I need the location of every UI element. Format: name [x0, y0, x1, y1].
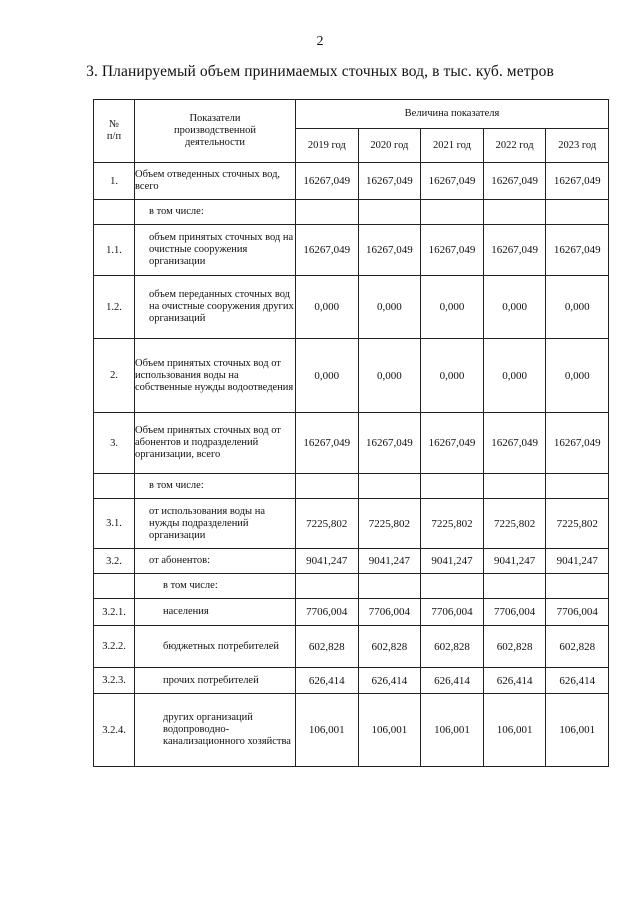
row-number: [94, 574, 135, 599]
row-value: [358, 474, 421, 499]
row-value: 16267,049: [483, 225, 546, 276]
header-indicator-label: Показатели производственной деятельности: [174, 113, 256, 148]
row-value: 0,000: [358, 276, 421, 339]
header-year: 2023 год: [546, 129, 609, 163]
table-row: [94, 668, 609, 694]
row-value: [546, 574, 609, 599]
row-value: 16267,049: [421, 413, 484, 474]
row-number: 1.2.: [94, 276, 135, 339]
table-row: [94, 499, 609, 549]
row-value: 16267,049: [358, 225, 421, 276]
row-value: 7225,802: [296, 499, 359, 549]
row-number: 3.2.: [94, 549, 135, 574]
row-value: 16267,049: [421, 163, 484, 200]
row-indicator: других организаций водопроводно-канализационного хозяйства: [135, 694, 296, 767]
row-indicator: в том числе:: [135, 474, 296, 499]
row-indicator: от использования воды на нужды подразделений организации: [135, 499, 296, 549]
row-number: 1.1.: [94, 225, 135, 276]
table-row: [94, 549, 609, 574]
row-value: 0,000: [358, 339, 421, 413]
row-indicator: от абонентов:: [135, 549, 296, 574]
row-value: 626,414: [546, 668, 609, 694]
row-number: [94, 200, 135, 225]
table-row: [94, 276, 609, 339]
row-value: 7225,802: [546, 499, 609, 549]
row-value: 9041,247: [358, 549, 421, 574]
row-number: 3.2.4.: [94, 694, 135, 767]
planned-wastewater-table: [93, 99, 609, 767]
row-value: 7225,802: [421, 499, 484, 549]
row-number: 1.: [94, 163, 135, 200]
row-value: 7706,004: [296, 599, 359, 626]
header-value-group-label: Величина показателя: [404, 108, 500, 119]
row-value: 0,000: [296, 276, 359, 339]
row-value: 16267,049: [296, 225, 359, 276]
row-value: 7225,802: [358, 499, 421, 549]
header-year: 2022 год: [483, 129, 546, 163]
row-indicator: Объем принятых сточных вод от абонентов и подразделений организации, всего: [135, 413, 296, 474]
row-value: 16267,049: [358, 163, 421, 200]
row-number: 3.2.1.: [94, 599, 135, 626]
row-value: [296, 200, 359, 225]
row-number: 3.2.3.: [94, 668, 135, 694]
row-value: 16267,049: [358, 413, 421, 474]
header-year: 2019 год: [296, 129, 359, 163]
row-number: [94, 474, 135, 499]
row-indicator: в том числе:: [135, 574, 296, 599]
row-value: 106,001: [296, 694, 359, 767]
row-value: 16267,049: [546, 163, 609, 200]
row-value: 16267,049: [296, 163, 359, 200]
row-value: 9041,247: [296, 549, 359, 574]
page-number: 2: [316, 34, 324, 49]
row-value: 16267,049: [483, 413, 546, 474]
row-value: 626,414: [483, 668, 546, 694]
row-value: 16267,049: [421, 225, 484, 276]
row-value: 602,828: [421, 626, 484, 668]
row-value: 0,000: [421, 276, 484, 339]
row-value: 106,001: [483, 694, 546, 767]
table-row: [94, 225, 609, 276]
table-row: [94, 626, 609, 668]
row-value: 106,001: [546, 694, 609, 767]
row-number: 2.: [94, 339, 135, 413]
table-row: [94, 599, 609, 626]
row-value: 7225,802: [483, 499, 546, 549]
row-value: 16267,049: [546, 413, 609, 474]
row-value: [546, 474, 609, 499]
header-year: 2021 год: [421, 129, 484, 163]
row-value: 7706,004: [421, 599, 484, 626]
header-indicator: [135, 100, 296, 163]
row-number: 3.1.: [94, 499, 135, 549]
row-value: [296, 574, 359, 599]
row-indicator: объем переданных сточных вод на очистные сооружения других организаций: [135, 276, 296, 339]
row-value: 106,001: [358, 694, 421, 767]
row-indicator: бюджетных потребителей: [135, 626, 296, 668]
row-value: 0,000: [296, 339, 359, 413]
row-indicator: Объем принятых сточных вод от использования воды на собственные нужды водоотведения: [135, 339, 296, 413]
row-value: 0,000: [546, 276, 609, 339]
row-indicator: в том числе:: [135, 200, 296, 225]
row-value: 0,000: [421, 339, 484, 413]
row-value: 7706,004: [546, 599, 609, 626]
row-value: 106,001: [421, 694, 484, 767]
row-value: 9041,247: [483, 549, 546, 574]
row-value: 9041,247: [546, 549, 609, 574]
row-value: [483, 200, 546, 225]
row-value: 7706,004: [483, 599, 546, 626]
table-row: [94, 163, 609, 200]
row-number: 3.: [94, 413, 135, 474]
table-row: [94, 574, 609, 599]
row-value: 626,414: [421, 668, 484, 694]
row-value: 16267,049: [296, 413, 359, 474]
row-value: [483, 474, 546, 499]
row-indicator: населения: [135, 599, 296, 626]
table-row: [94, 339, 609, 413]
row-number: 3.2.2.: [94, 626, 135, 668]
row-value: [421, 200, 484, 225]
row-value: 7706,004: [358, 599, 421, 626]
row-value: 16267,049: [546, 225, 609, 276]
row-value: 602,828: [296, 626, 359, 668]
row-value: 602,828: [546, 626, 609, 668]
header-year: 2020 год: [358, 129, 421, 163]
header-num-label: № п/п: [106, 119, 122, 142]
header-value-group: [296, 100, 609, 129]
table-row: [94, 413, 609, 474]
row-value: 9041,247: [421, 549, 484, 574]
row-value: [546, 200, 609, 225]
row-value: 0,000: [483, 276, 546, 339]
row-value: [421, 474, 484, 499]
row-value: [358, 574, 421, 599]
row-value: [358, 200, 421, 225]
row-value: 602,828: [483, 626, 546, 668]
header-num: [94, 100, 135, 163]
row-value: [483, 574, 546, 599]
row-value: 16267,049: [483, 163, 546, 200]
row-value: 626,414: [296, 668, 359, 694]
row-indicator: прочих потребителей: [135, 668, 296, 694]
row-indicator: Объем отведенных сточных вод, всего: [135, 163, 296, 200]
table-row: [94, 694, 609, 767]
row-value: 602,828: [358, 626, 421, 668]
row-value: 0,000: [483, 339, 546, 413]
row-value: 626,414: [358, 668, 421, 694]
row-value: 0,000: [546, 339, 609, 413]
row-value: [296, 474, 359, 499]
table-row: [94, 200, 609, 225]
row-indicator: объем принятых сточных вод на очистные сооружения организации: [135, 225, 296, 276]
table-row: [94, 474, 609, 499]
page-title: 3. Планируемый объем принимаемых сточных вод, в тыс. куб. метров: [86, 63, 554, 80]
row-value: [421, 574, 484, 599]
